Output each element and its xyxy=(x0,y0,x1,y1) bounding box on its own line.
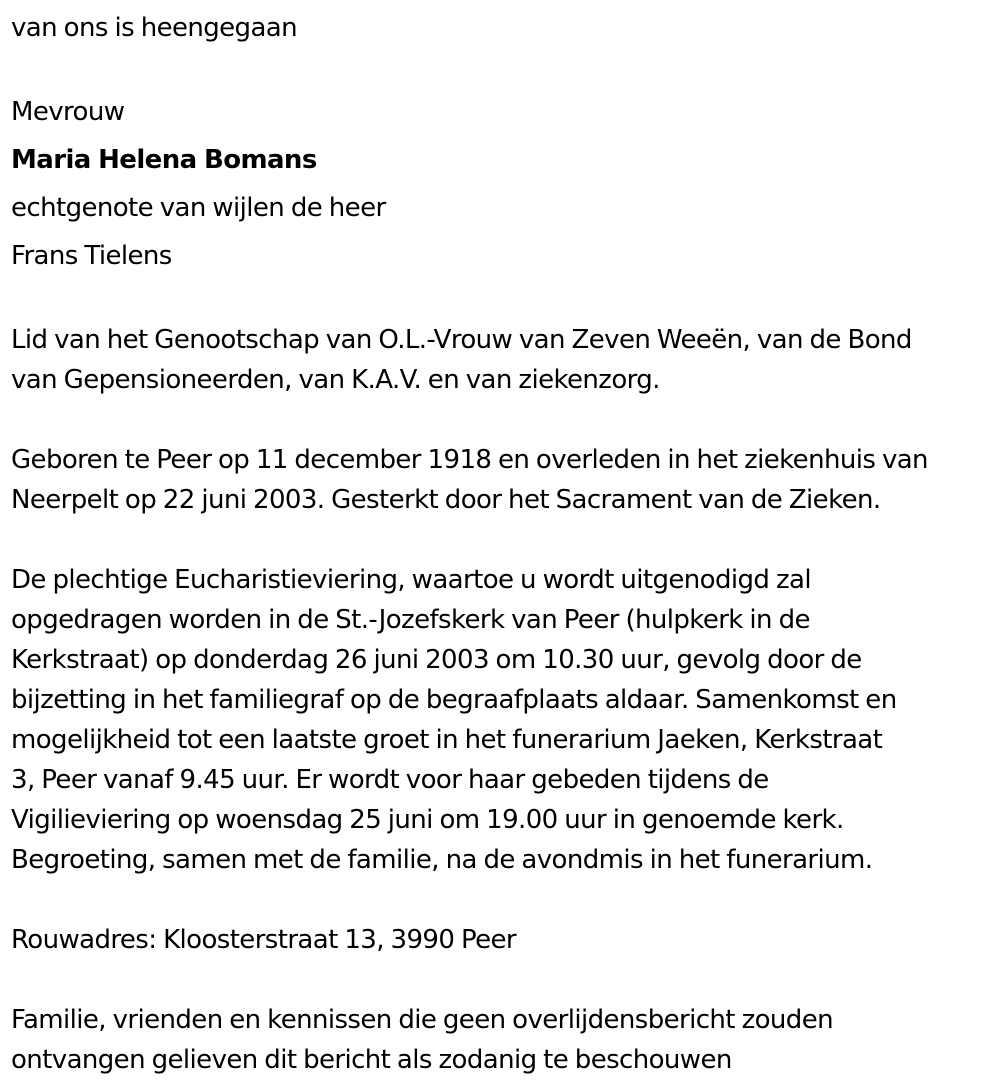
person-name: Maria Helena Bomans xyxy=(11,145,317,175)
spacer xyxy=(11,520,991,560)
spouse-name: Frans Tielens xyxy=(11,241,172,271)
person-relation: echtgenote van wijlen de heer xyxy=(11,193,386,223)
closing-paragraph xyxy=(11,1000,991,1080)
ceremony-line: opgedragen worden in de St.-Jozefskerk van Peer (hulpkerk in de xyxy=(11,605,810,635)
ceremony-line: bijzetting in het familiegraf op de begraafplaats aldaar. Samenkomst en xyxy=(11,685,897,715)
spacer xyxy=(11,400,991,440)
spacer xyxy=(11,280,991,320)
membership-line: Lid van het Genootschap van O.L.-Vrouw van Zeven Weeën, van de Bond xyxy=(11,325,912,355)
person-block xyxy=(11,88,991,280)
spacer xyxy=(11,960,991,1000)
ceremony-line: Begroeting, samen met de familie, na de avondmis in het funerarium. xyxy=(11,845,873,875)
membership-line: van Gepensioneerden, van K.A.V. en van ziekenzorg. xyxy=(11,365,660,395)
person-title: Mevrouw xyxy=(11,97,125,127)
spacer xyxy=(11,48,991,88)
ceremony-line: Kerkstraat) op donderdag 26 juni 2003 om 10.30 uur, gevolg door de xyxy=(11,645,862,675)
birth-death-paragraph xyxy=(11,440,991,520)
membership-paragraph xyxy=(11,320,991,400)
mourning-address: Rouwadres: Kloosterstraat 13, 3990 Peer xyxy=(11,925,517,955)
intro-line: van ons is heengegaan xyxy=(11,13,297,43)
ceremony-line: mogelijkheid tot een laatste groet in het funerarium Jaeken, Kerkstraat xyxy=(11,725,883,755)
obituary-document xyxy=(11,8,991,1080)
birth-death-line: Neerpelt op 22 juni 2003. Gesterkt door het Sacrament van de Zieken. xyxy=(11,485,881,515)
ceremony-paragraph xyxy=(11,560,991,880)
ceremony-line: 3, Peer vanaf 9.45 uur. Er wordt voor haar gebeden tijdens de xyxy=(11,765,769,795)
closing-line: Familie, vrienden en kennissen die geen overlijdensbericht zouden xyxy=(11,1005,833,1035)
spacer xyxy=(11,880,991,920)
closing-line: ontvangen gelieven dit bericht als zodanig te beschouwen xyxy=(11,1045,732,1075)
birth-death-line: Geboren te Peer op 11 december 1918 en overleden in het ziekenhuis van xyxy=(11,445,928,475)
ceremony-line: Vigilieviering op woensdag 25 juni om 19.00 uur in genoemde kerk. xyxy=(11,805,844,835)
ceremony-line: De plechtige Eucharistieviering, waartoe u wordt uitgenodigd zal xyxy=(11,565,811,595)
